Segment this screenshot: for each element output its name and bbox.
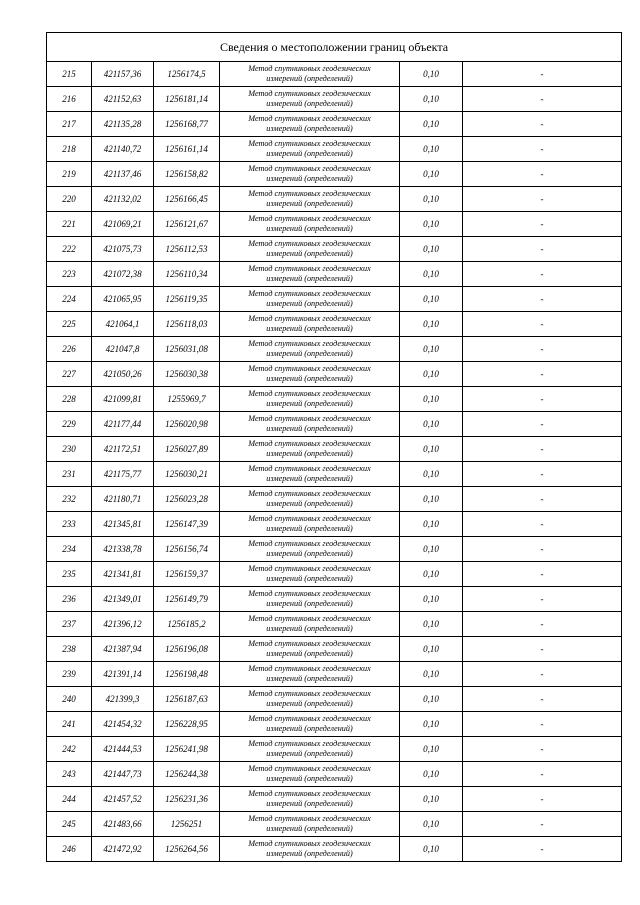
method-cell (220, 87, 400, 112)
point-number-cell: 224 (47, 287, 92, 312)
method-cell (220, 437, 400, 462)
table-row (47, 487, 622, 512)
method-line-1: Метод спутниковых геодезических (248, 414, 371, 423)
note-cell: - (463, 162, 622, 187)
method-line-2: измерений (определений) (266, 749, 353, 758)
accuracy-cell: 0,10 (400, 412, 463, 437)
x-coordinate-cell: 421069,21 (92, 212, 154, 237)
method-line-1: Метод спутниковых геодезических (248, 264, 371, 273)
method-line-1: Метод спутниковых геодезических (248, 589, 371, 598)
y-coordinate-cell: 1256231,36 (154, 787, 220, 812)
method-line-2: измерений (определений) (266, 224, 353, 233)
y-coordinate-cell: 1256027,89 (154, 437, 220, 462)
x-coordinate-cell: 421391,14 (92, 662, 154, 687)
accuracy-cell: 0,10 (400, 312, 463, 337)
table-row (47, 187, 622, 212)
accuracy-cell: 0,10 (400, 662, 463, 687)
table-row (47, 637, 622, 662)
table-row (47, 737, 622, 762)
accuracy-cell: 0,10 (400, 487, 463, 512)
x-coordinate-cell: 421180,71 (92, 487, 154, 512)
note-cell: - (463, 312, 622, 337)
note-cell: - (463, 537, 622, 562)
y-coordinate-cell: 1256196,08 (154, 637, 220, 662)
method-cell (220, 62, 400, 87)
table-row (47, 837, 622, 862)
method-cell (220, 462, 400, 487)
method-cell (220, 787, 400, 812)
method-line-1: Метод спутниковых геодезических (248, 89, 371, 98)
point-number-cell: 231 (47, 462, 92, 487)
y-coordinate-cell: 1256030,38 (154, 362, 220, 387)
point-number-cell: 239 (47, 662, 92, 687)
x-coordinate-cell: 421140,72 (92, 137, 154, 162)
note-cell: - (463, 112, 622, 137)
method-line-2: измерений (определений) (266, 699, 353, 708)
table-row (47, 562, 622, 587)
method-line-2: измерений (определений) (266, 324, 353, 333)
method-cell (220, 162, 400, 187)
y-coordinate-cell: 1256181,14 (154, 87, 220, 112)
point-number-cell: 232 (47, 487, 92, 512)
method-cell (220, 562, 400, 587)
x-coordinate-cell: 421075,73 (92, 237, 154, 262)
x-coordinate-cell: 421135,28 (92, 112, 154, 137)
accuracy-cell: 0,10 (400, 87, 463, 112)
table-row (47, 337, 622, 362)
y-coordinate-cell: 1256023,28 (154, 487, 220, 512)
note-cell: - (463, 787, 622, 812)
method-line-1: Метод спутниковых геодезических (248, 814, 371, 823)
method-line-1: Метод спутниковых геодезических (248, 289, 371, 298)
point-number-cell: 216 (47, 87, 92, 112)
note-cell: - (463, 337, 622, 362)
note-cell: - (463, 287, 622, 312)
method-line-2: измерений (определений) (266, 774, 353, 783)
x-coordinate-cell: 421047,8 (92, 337, 154, 362)
table-row (47, 412, 622, 437)
note-cell: - (463, 237, 622, 262)
method-cell (220, 687, 400, 712)
point-number-cell: 225 (47, 312, 92, 337)
accuracy-cell: 0,10 (400, 237, 463, 262)
y-coordinate-cell: 1256158,82 (154, 162, 220, 187)
y-coordinate-cell: 1256244,38 (154, 762, 220, 787)
y-coordinate-cell: 1256119,35 (154, 287, 220, 312)
y-coordinate-cell: 1256187,63 (154, 687, 220, 712)
method-line-2: измерений (определений) (266, 149, 353, 158)
x-coordinate-cell: 421065,95 (92, 287, 154, 312)
y-coordinate-cell: 1256185,2 (154, 612, 220, 637)
method-line-1: Метод спутниковых геодезических (248, 689, 371, 698)
table-row (47, 662, 622, 687)
point-number-cell: 229 (47, 412, 92, 437)
note-cell: - (463, 487, 622, 512)
note-cell: - (463, 812, 622, 837)
point-number-cell: 233 (47, 512, 92, 537)
note-cell: - (463, 737, 622, 762)
x-coordinate-cell: 421099,81 (92, 387, 154, 412)
method-line-2: измерений (определений) (266, 349, 353, 358)
point-number-cell: 234 (47, 537, 92, 562)
point-number-cell: 235 (47, 562, 92, 587)
point-number-cell: 246 (47, 837, 92, 862)
accuracy-cell: 0,10 (400, 612, 463, 637)
accuracy-cell: 0,10 (400, 212, 463, 237)
method-line-1: Метод спутниковых геодезических (248, 514, 371, 523)
method-line-2: измерений (определений) (266, 499, 353, 508)
table-row (47, 387, 622, 412)
method-cell (220, 212, 400, 237)
y-coordinate-cell: 1256020,98 (154, 412, 220, 437)
point-number-cell: 237 (47, 612, 92, 637)
method-line-1: Метод спутниковых геодезических (248, 464, 371, 473)
table-row (47, 312, 622, 337)
method-line-1: Метод спутниковых геодезических (248, 439, 371, 448)
accuracy-cell: 0,10 (400, 387, 463, 412)
point-number-cell: 241 (47, 712, 92, 737)
method-line-2: измерений (определений) (266, 474, 353, 483)
method-line-1: Метод спутниковых геодезических (248, 114, 371, 123)
method-line-2: измерений (определений) (266, 124, 353, 133)
method-line-1: Метод спутниковых геодезических (248, 364, 371, 373)
method-cell (220, 762, 400, 787)
table-row (47, 62, 622, 87)
y-coordinate-cell: 1256031,08 (154, 337, 220, 362)
point-number-cell: 222 (47, 237, 92, 262)
method-line-1: Метод спутниковых геодезических (248, 564, 371, 573)
method-line-2: измерений (определений) (266, 374, 353, 383)
accuracy-cell: 0,10 (400, 687, 463, 712)
table-row (47, 687, 622, 712)
note-cell: - (463, 262, 622, 287)
table-row (47, 162, 622, 187)
accuracy-cell: 0,10 (400, 112, 463, 137)
accuracy-cell: 0,10 (400, 812, 463, 837)
method-line-2: измерений (определений) (266, 624, 353, 633)
method-cell (220, 537, 400, 562)
x-coordinate-cell: 421447,73 (92, 762, 154, 787)
method-line-2: измерений (определений) (266, 174, 353, 183)
point-number-cell: 228 (47, 387, 92, 412)
y-coordinate-cell: 1256156,74 (154, 537, 220, 562)
method-line-1: Метод спутниковых геодезических (248, 314, 371, 323)
x-coordinate-cell: 421177,44 (92, 412, 154, 437)
table-row (47, 512, 622, 537)
method-line-2: измерений (определений) (266, 99, 353, 108)
method-cell (220, 512, 400, 537)
y-coordinate-cell: 1256174,5 (154, 62, 220, 87)
accuracy-cell: 0,10 (400, 737, 463, 762)
table-row (47, 212, 622, 237)
method-line-2: измерений (определений) (266, 249, 353, 258)
note-cell: - (463, 387, 622, 412)
accuracy-cell: 0,10 (400, 462, 463, 487)
method-cell (220, 312, 400, 337)
method-line-1: Метод спутниковых геодезических (248, 764, 371, 773)
y-coordinate-cell: 1256121,67 (154, 212, 220, 237)
x-coordinate-cell: 421152,63 (92, 87, 154, 112)
accuracy-cell: 0,10 (400, 362, 463, 387)
method-cell (220, 287, 400, 312)
y-coordinate-cell: 1256166,45 (154, 187, 220, 212)
accuracy-cell: 0,10 (400, 287, 463, 312)
y-coordinate-cell: 1256112,53 (154, 237, 220, 262)
boundary-coordinates-sheet (46, 32, 621, 862)
method-cell (220, 237, 400, 262)
method-line-2: измерений (определений) (266, 549, 353, 558)
table-row (47, 287, 622, 312)
method-line-2: измерений (определений) (266, 649, 353, 658)
y-coordinate-cell: 1255969,7 (154, 387, 220, 412)
table-title: Сведения о местоположении границ объекта (47, 33, 622, 62)
y-coordinate-cell: 1256241,98 (154, 737, 220, 762)
method-line-1: Метод спутниковых геодезических (248, 339, 371, 348)
accuracy-cell: 0,10 (400, 537, 463, 562)
method-line-2: измерений (определений) (266, 824, 353, 833)
y-coordinate-cell: 1256030,21 (154, 462, 220, 487)
method-cell (220, 812, 400, 837)
method-line-1: Метод спутниковых геодезических (248, 64, 371, 73)
method-line-2: измерений (определений) (266, 674, 353, 683)
accuracy-cell: 0,10 (400, 762, 463, 787)
method-line-2: измерений (определений) (266, 274, 353, 283)
method-line-1: Метод спутниковых геодезических (248, 489, 371, 498)
accuracy-cell: 0,10 (400, 437, 463, 462)
x-coordinate-cell: 421483,66 (92, 812, 154, 837)
point-number-cell: 215 (47, 62, 92, 87)
accuracy-cell: 0,10 (400, 637, 463, 662)
note-cell: - (463, 687, 622, 712)
point-number-cell: 242 (47, 737, 92, 762)
note-cell: - (463, 562, 622, 587)
point-number-cell: 236 (47, 587, 92, 612)
method-line-2: измерений (определений) (266, 199, 353, 208)
note-cell: - (463, 137, 622, 162)
method-cell (220, 612, 400, 637)
accuracy-cell: 0,10 (400, 187, 463, 212)
method-line-1: Метод спутниковых геодезических (248, 739, 371, 748)
method-line-1: Метод спутниковых геодезических (248, 614, 371, 623)
table-row (47, 712, 622, 737)
method-cell (220, 737, 400, 762)
method-line-1: Метод спутниковых геодезических (248, 539, 371, 548)
note-cell: - (463, 187, 622, 212)
table-row (47, 87, 622, 112)
x-coordinate-cell: 421050,26 (92, 362, 154, 387)
method-line-1: Метод спутниковых геодезических (248, 239, 371, 248)
point-number-cell: 243 (47, 762, 92, 787)
point-number-cell: 221 (47, 212, 92, 237)
point-number-cell: 219 (47, 162, 92, 187)
note-cell: - (463, 462, 622, 487)
point-number-cell: 218 (47, 137, 92, 162)
method-line-2: измерений (определений) (266, 74, 353, 83)
x-coordinate-cell: 421175,77 (92, 462, 154, 487)
accuracy-cell: 0,10 (400, 787, 463, 812)
note-cell: - (463, 712, 622, 737)
method-line-1: Метод спутниковых геодезических (248, 389, 371, 398)
table-row (47, 587, 622, 612)
accuracy-cell: 0,10 (400, 837, 463, 862)
method-cell (220, 362, 400, 387)
x-coordinate-cell: 421341,81 (92, 562, 154, 587)
note-cell: - (463, 87, 622, 112)
x-coordinate-cell: 421349,01 (92, 587, 154, 612)
y-coordinate-cell: 1256168,77 (154, 112, 220, 137)
x-coordinate-cell: 421444,53 (92, 737, 154, 762)
note-cell: - (463, 762, 622, 787)
x-coordinate-cell: 421157,36 (92, 62, 154, 87)
table-row (47, 537, 622, 562)
y-coordinate-cell: 1256161,14 (154, 137, 220, 162)
x-coordinate-cell: 421345,81 (92, 512, 154, 537)
note-cell: - (463, 612, 622, 637)
method-cell (220, 387, 400, 412)
method-line-2: измерений (определений) (266, 524, 353, 533)
method-line-2: измерений (определений) (266, 574, 353, 583)
accuracy-cell: 0,10 (400, 162, 463, 187)
x-coordinate-cell: 421457,52 (92, 787, 154, 812)
y-coordinate-cell: 1256251 (154, 812, 220, 837)
y-coordinate-cell: 1256159,37 (154, 562, 220, 587)
y-coordinate-cell: 1256118,03 (154, 312, 220, 337)
note-cell: - (463, 512, 622, 537)
point-number-cell: 230 (47, 437, 92, 462)
x-coordinate-cell: 421072,38 (92, 262, 154, 287)
x-coordinate-cell: 421396,12 (92, 612, 154, 637)
accuracy-cell: 0,10 (400, 262, 463, 287)
y-coordinate-cell: 1256264,56 (154, 837, 220, 862)
point-number-cell: 220 (47, 187, 92, 212)
method-line-2: измерений (определений) (266, 724, 353, 733)
accuracy-cell: 0,10 (400, 137, 463, 162)
y-coordinate-cell: 1256147,39 (154, 512, 220, 537)
accuracy-cell: 0,10 (400, 512, 463, 537)
point-number-cell: 238 (47, 637, 92, 662)
accuracy-cell: 0,10 (400, 562, 463, 587)
method-cell (220, 487, 400, 512)
method-line-1: Метод спутниковых геодезических (248, 164, 371, 173)
point-number-cell: 217 (47, 112, 92, 137)
x-coordinate-cell: 421137,46 (92, 162, 154, 187)
note-cell: - (463, 662, 622, 687)
accuracy-cell: 0,10 (400, 337, 463, 362)
table-row (47, 137, 622, 162)
method-cell (220, 712, 400, 737)
table-row (47, 787, 622, 812)
note-cell: - (463, 212, 622, 237)
method-line-1: Метод спутниковых геодезических (248, 839, 371, 848)
method-cell (220, 337, 400, 362)
point-number-cell: 240 (47, 687, 92, 712)
method-line-2: измерений (определений) (266, 299, 353, 308)
method-line-2: измерений (определений) (266, 399, 353, 408)
accuracy-cell: 0,10 (400, 587, 463, 612)
method-line-2: измерений (определений) (266, 424, 353, 433)
y-coordinate-cell: 1256149,79 (154, 587, 220, 612)
method-line-1: Метод спутниковых геодезических (248, 189, 371, 198)
method-cell (220, 187, 400, 212)
note-cell: - (463, 437, 622, 462)
method-cell (220, 137, 400, 162)
method-line-2: измерений (определений) (266, 449, 353, 458)
y-coordinate-cell: 1256228,95 (154, 712, 220, 737)
method-cell (220, 837, 400, 862)
x-coordinate-cell: 421064,1 (92, 312, 154, 337)
method-cell (220, 262, 400, 287)
table-row (47, 262, 622, 287)
point-number-cell: 245 (47, 812, 92, 837)
x-coordinate-cell: 421338,78 (92, 537, 154, 562)
method-line-2: измерений (определений) (266, 599, 353, 608)
point-number-cell: 227 (47, 362, 92, 387)
point-number-cell: 244 (47, 787, 92, 812)
table-row (47, 112, 622, 137)
method-cell (220, 412, 400, 437)
method-cell (220, 112, 400, 137)
note-cell: - (463, 637, 622, 662)
table-row (47, 237, 622, 262)
x-coordinate-cell: 421172,51 (92, 437, 154, 462)
method-line-1: Метод спутниковых геодезических (248, 214, 371, 223)
method-cell (220, 637, 400, 662)
table-row (47, 612, 622, 637)
method-line-1: Метод спутниковых геодезических (248, 139, 371, 148)
note-cell: - (463, 412, 622, 437)
note-cell: - (463, 587, 622, 612)
y-coordinate-cell: 1256110,34 (154, 262, 220, 287)
point-number-cell: 226 (47, 337, 92, 362)
method-line-1: Метод спутниковых геодезических (248, 714, 371, 723)
method-line-2: измерений (определений) (266, 849, 353, 858)
table-row (47, 762, 622, 787)
note-cell: - (463, 837, 622, 862)
table-row (47, 462, 622, 487)
table-row (47, 437, 622, 462)
coordinates-table (46, 32, 622, 862)
x-coordinate-cell: 421454,32 (92, 712, 154, 737)
table-row (47, 362, 622, 387)
method-cell (220, 587, 400, 612)
x-coordinate-cell: 421472,92 (92, 837, 154, 862)
y-coordinate-cell: 1256198,48 (154, 662, 220, 687)
method-line-2: измерений (определений) (266, 799, 353, 808)
x-coordinate-cell: 421132,02 (92, 187, 154, 212)
point-number-cell: 223 (47, 262, 92, 287)
method-line-1: Метод спутниковых геодезических (248, 639, 371, 648)
method-cell (220, 662, 400, 687)
x-coordinate-cell: 421387,94 (92, 637, 154, 662)
note-cell: - (463, 362, 622, 387)
method-line-1: Метод спутниковых геодезических (248, 789, 371, 798)
x-coordinate-cell: 421399,3 (92, 687, 154, 712)
accuracy-cell: 0,10 (400, 712, 463, 737)
table-row (47, 812, 622, 837)
method-line-1: Метод спутниковых геодезических (248, 664, 371, 673)
note-cell: - (463, 62, 622, 87)
accuracy-cell: 0,10 (400, 62, 463, 87)
